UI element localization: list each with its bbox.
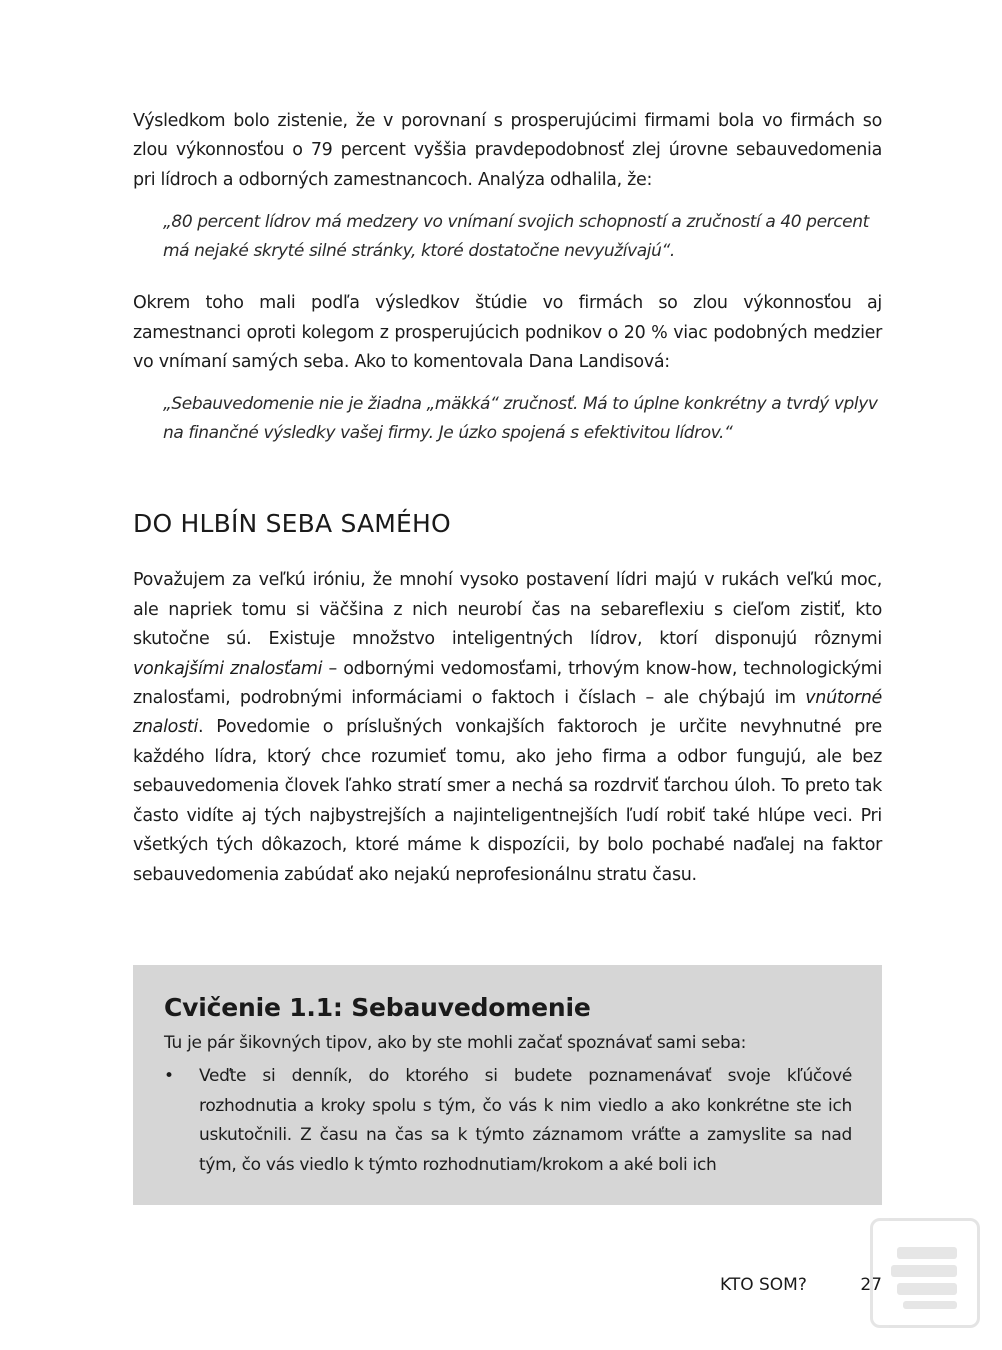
exercise-title: Cvičenie 1.1: Sebauvedomenie <box>164 993 591 1022</box>
exercise-intro: Tu je pár šikovných tipov, ako by ste mohli začať spoznávať sami seba: <box>164 1033 747 1053</box>
book-stack-icon <box>870 1218 980 1328</box>
paragraph-3-part-c: . Povedomie o príslušných vonkajších faktoroch je určite nevyhnutné pre každého lídra, ktorý chce rozumieť tomu, ako jeho firma a odbor fungujú, ale bez sebauvedomenia človek ľahko stratí smer a nechá sa rozdrviť ťarchou úloh. To preto tak často vidíte aj tých najbystrejších a najinteligentnejších ľudí robiť také hlúpe veci. Pri všetkých tých dôkazoch, ktoré máme k dispozícii, by bolo pochabé naďalej na faktor sebauvedomenia zabúdať ako nejakú neprofesionálnu stratu času. <box>133 717 882 885</box>
emphasis-internal-knowledge: vnútorné znalosti <box>133 688 882 738</box>
paragraph-3-part-a: Považujem za veľkú iróniu, že mnohí vysoko postavení lídri majú v rukách veľkú moc, ale napriek tomu si väčšina z nich neurobí čas na sebareflexiu s cieľom zistiť, kto skutočne sú. Existuje množstvo inteligentných lídrov, ktorí disponujú rôznymi <box>133 570 882 650</box>
running-head: KTO SOM? <box>720 1275 807 1295</box>
emphasis-external-knowledge: vonkajšími znalosťami <box>133 658 323 679</box>
paragraph-1: Výsledkom bolo zistenie, že v porovnaní s prosperujúcimi firmami bola vo firmách so zlou výkonnosťou o 79 percent vyššia pravdepodobnosť zlej úrovne sebauvedomenia pri lídroch a odborných zamestnancoch. Analýza odhalila, že: <box>133 111 882 190</box>
paragraph-3 <box>133 566 882 889</box>
quote-2: „Sebauvedomenie nie je žiadna „mäkká“ zručnosť. Má to úplne konkrétny a tvrdý vplyv na finančné výsledky vašej firmy. Je úzko spojená s efektivitou lídrov.“ <box>163 394 878 444</box>
section-heading: DO HLBÍN SEBA SAMÉHO <box>133 509 451 539</box>
book-stack-icon-graphic <box>873 1221 977 1325</box>
paragraph-3-part-b: – odbornými vedomosťami, trhovým know-how, technologickými znalosťami, podrobnými informáciami o faktoch i číslach – ale chýbajú im <box>133 658 882 709</box>
bullet-text: Veďte si denník, do ktorého si budete poznamenávať svoje kľúčové rozhodnutia a kroky spolu s tým, čo vás k nim viedlo a ako konkrétne ste ich uskutočnili. Z času na čas sa k týmto záznamom vráťte a zamyslite sa nad tým, čo vás viedlo k týmto rozhodnutiam/krokom a aké boli ich <box>199 1066 852 1175</box>
page-number: 27 <box>860 1275 882 1295</box>
page-footer <box>720 1275 882 1295</box>
quote-1: „80 percent lídrov má medzery vo vnímaní svojich schopností a zručností a 40 percent má nejaké skryté silné stránky, ktoré dostatočne nevyužívajú“. <box>163 212 869 262</box>
paragraph-2: Okrem toho mali podľa výsledkov štúdie vo firmách so zlou výkonnosťou aj zamestnanci oproti kolegom z prosperujúcich podnikov o 20 % viac podobných medzier vo vnímaní samých seba. Ako to komentovala Dana Landisová: <box>133 293 882 373</box>
bullet-marker: • <box>164 1066 175 1086</box>
page-body <box>133 107 882 890</box>
exercise-box <box>133 965 882 1205</box>
exercise-bullet-item <box>164 1062 852 1180</box>
